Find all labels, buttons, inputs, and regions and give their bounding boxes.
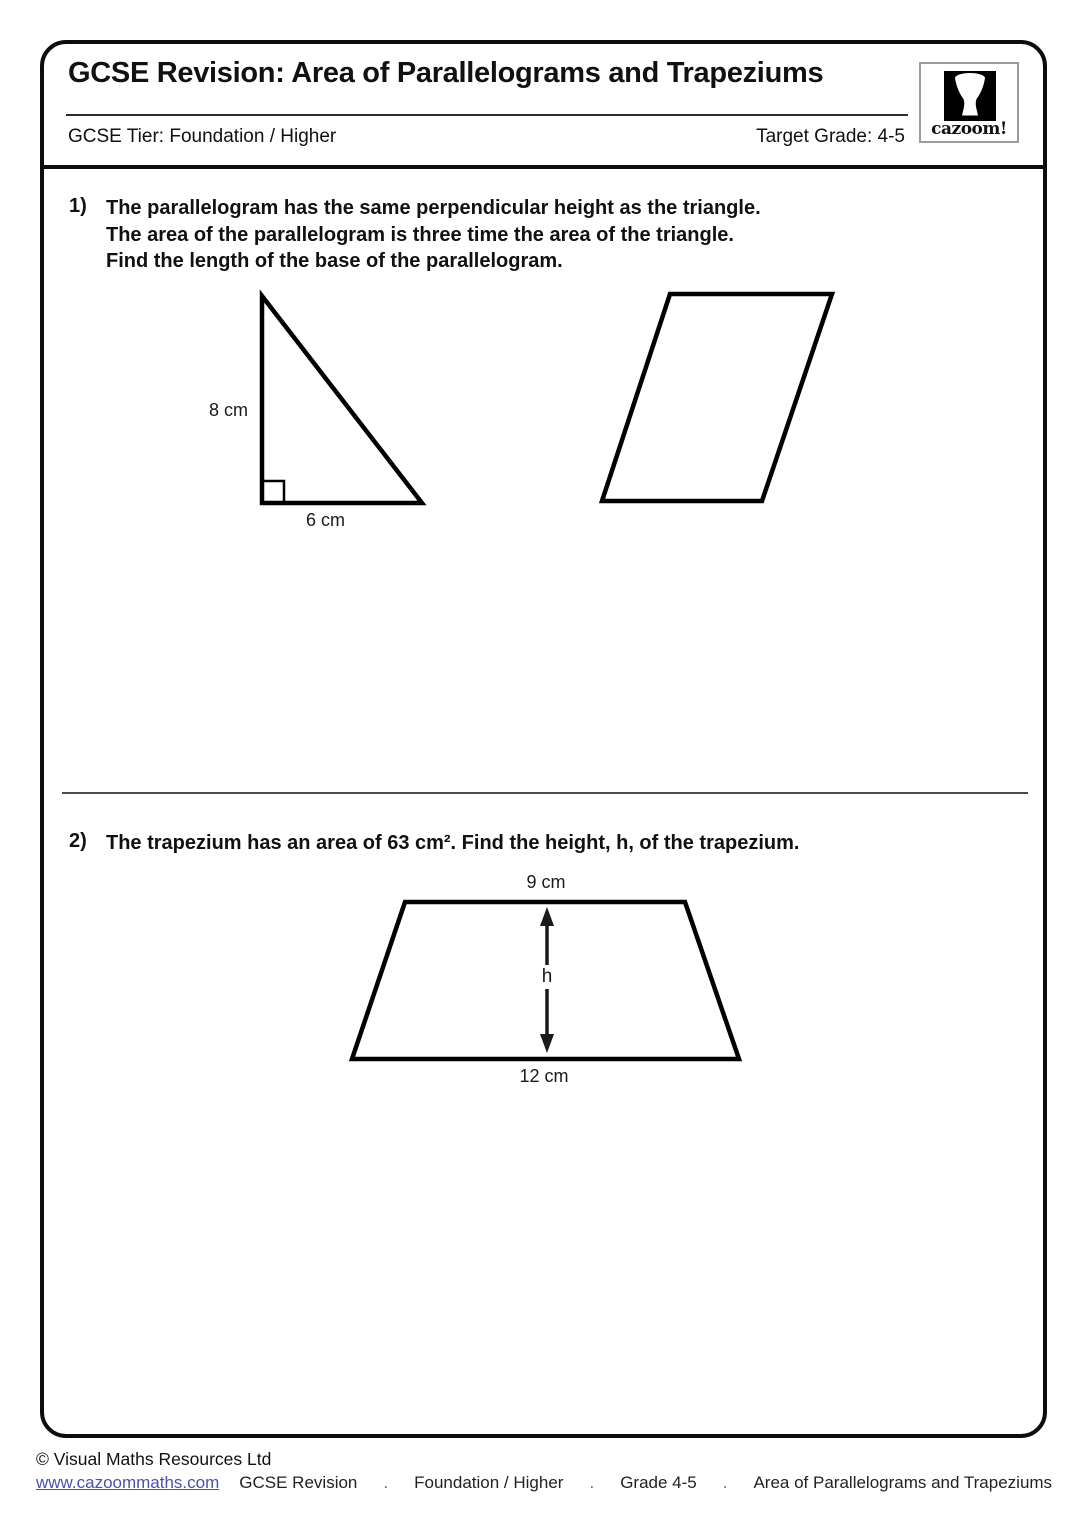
worksheet-border xyxy=(40,40,1047,1438)
question-1-text xyxy=(106,195,926,275)
triangle-base-label: 6 cm xyxy=(306,510,346,530)
question-1-line-3: Find the length of the base of the parallelogram. xyxy=(106,250,563,272)
trapezium-bottom-label: 12 cm xyxy=(519,1066,569,1086)
triangle-figure xyxy=(240,288,450,536)
question-2-number: 2) xyxy=(69,830,87,852)
question-1-line-2: The area of the parallelogram is three time the area of the triangle. xyxy=(106,223,734,246)
cazoom-logo xyxy=(919,62,1019,143)
goblet-icon xyxy=(944,71,996,121)
triangle-height-label: 8 cm xyxy=(208,400,248,420)
logo-wordmark: cazoom! xyxy=(931,119,1007,139)
footer-item-topic: Area of Parallelograms and Trapeziums xyxy=(753,1473,1053,1492)
header-divider xyxy=(44,165,1043,169)
question-divider xyxy=(62,792,1028,794)
page-title: GCSE Revision: Area of Parallelograms and Trapeziums xyxy=(68,57,824,89)
footer-item-revision: GCSE Revision xyxy=(239,1473,358,1492)
right-angle-marker xyxy=(262,481,284,503)
trapezium-top-label: 9 cm xyxy=(526,872,566,892)
footer-separator: . xyxy=(722,1473,728,1492)
footer-separator: . xyxy=(383,1473,389,1492)
footer-separator: . xyxy=(589,1473,595,1492)
copyright-text: © Visual Maths Resources Ltd xyxy=(36,1449,272,1469)
parallelogram-figure xyxy=(594,288,844,510)
footer-item-tier: Foundation / Higher xyxy=(414,1473,564,1492)
question-1-number: 1) xyxy=(69,195,87,217)
question-2-text: The trapezium has an area of 63 cm². Find the height, h, of the trapezium. xyxy=(106,832,800,854)
footer-breadcrumb xyxy=(36,1473,1052,1493)
cazoommaths-link[interactable]: www.cazoommaths.com xyxy=(36,1473,220,1492)
title-rule xyxy=(66,114,908,116)
tier-label: GCSE Tier: Foundation / Higher xyxy=(68,126,337,147)
footer-item-grade: Grade 4-5 xyxy=(620,1473,697,1492)
target-grade-label: Target Grade: 4-5 xyxy=(756,126,905,147)
trapezium-height-label: h xyxy=(533,965,561,989)
question-1-line-1: The parallelogram has the same perpendicular height as the triangle. xyxy=(106,197,761,219)
